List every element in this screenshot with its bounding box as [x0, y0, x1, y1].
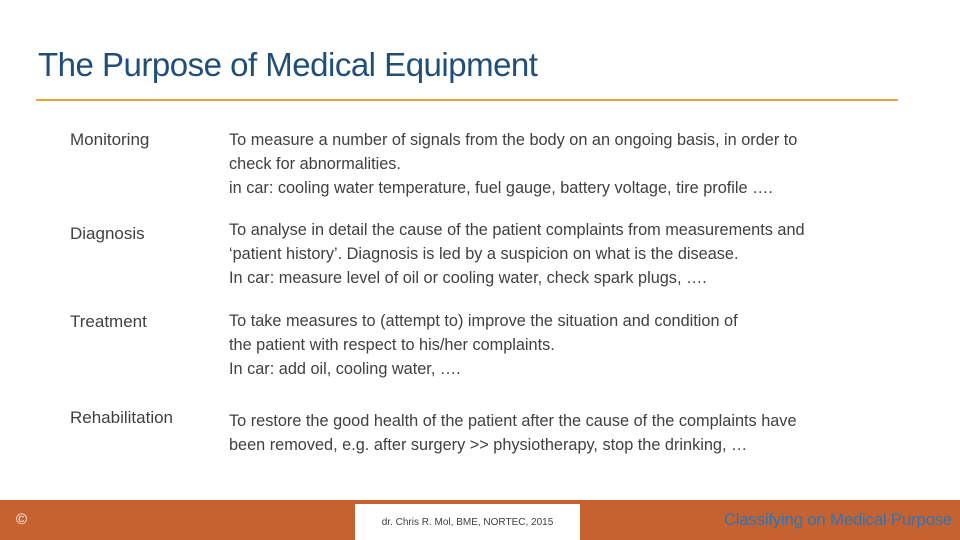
copyright-symbol: © [16, 511, 28, 528]
description-line: In car: measure level of oil or cooling water, check spark plugs, …. [229, 269, 707, 287]
description-line: To analyse in detail the cause of the patient complaints from measurements and [229, 221, 805, 239]
description-line: To take measures to (attempt to) improve the situation and condition of [229, 312, 738, 330]
description-line: In car: add oil, cooling water, …. [229, 360, 461, 378]
description-diagnosis [229, 218, 894, 290]
description-line: check for abnormalities. [229, 155, 401, 173]
description-line: been removed, e.g. after surgery >> physiotherapy, stop the drinking, … [229, 436, 748, 454]
term-treatment: Treatment [70, 312, 147, 331]
description-line: To restore the good health of the patient after the cause of the complaints have [229, 412, 797, 430]
description-line: ‘patient history’. Diagnosis is led by a suspicion on what is the disease. [229, 245, 739, 263]
slide-title: The Purpose of Medical Equipment [38, 46, 538, 83]
description-rehabilitation [229, 409, 894, 457]
footer-deck-title: Classifying on Medical Purpose [723, 510, 952, 529]
term-diagnosis: Diagnosis [70, 224, 145, 243]
footer-author: dr. Chris R. Mol, BME, NORTEC, 2015 [381, 517, 554, 528]
description-monitoring [229, 128, 894, 200]
description-line: the patient with respect to his/her complaints. [229, 336, 555, 354]
term-monitoring: Monitoring [70, 130, 150, 149]
description-line: To measure a number of signals from the body on an ongoing basis, in order to [229, 131, 798, 149]
term-rehabilitation: Rehabilitation [70, 408, 174, 427]
description-treatment [229, 309, 894, 381]
description-line: in car: cooling water temperature, fuel gauge, battery voltage, tire profile …. [229, 179, 773, 197]
